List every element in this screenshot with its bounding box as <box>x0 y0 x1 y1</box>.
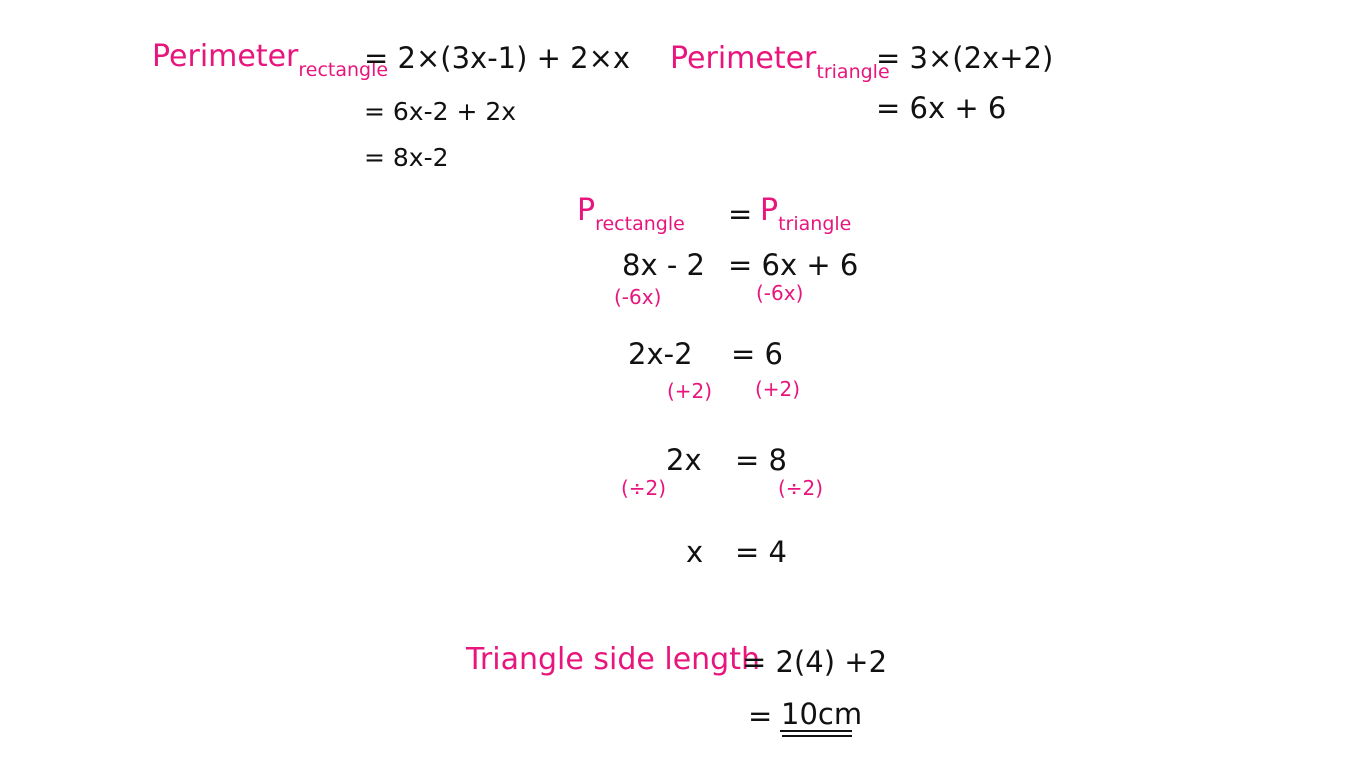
rect-perimeter-line-2: = 6x-2 + 2x <box>364 97 517 126</box>
step1-rhs: = 6x + 6 <box>728 248 859 282</box>
equation-rhs-label: $P_{triangle}$ <box>760 193 852 235</box>
step2-op-right: (+2) <box>755 377 801 401</box>
rect-perimeter-line-3: = 8x-2 <box>364 143 449 172</box>
answer-label: Triangle side length <box>466 642 760 677</box>
step3-op-right: (÷2) <box>778 476 824 500</box>
rect-perimeter-label: Perimeter$_{rectangle}$ <box>152 39 389 81</box>
equation-equals: = <box>728 197 753 231</box>
step2-rhs: = 6 <box>731 337 783 371</box>
step1-lhs: 8x - 2 <box>622 248 705 282</box>
step3-lhs: 2x <box>666 443 702 477</box>
step4-rhs: = 4 <box>735 535 787 569</box>
step1-op-right: (-6x) <box>756 281 804 305</box>
step2-op-left: (+2) <box>667 379 713 403</box>
tri-perimeter-label: Perimeter$_{triangle}$ <box>670 41 890 83</box>
step4-lhs: x <box>686 535 704 569</box>
rect-perimeter-line-1: = 2×(3x-1) + 2×x <box>364 41 631 75</box>
answer-line-1: = 2(4) +2 <box>742 645 888 679</box>
answer-result: 10cm <box>781 697 863 731</box>
answer-underline-2 <box>782 735 852 737</box>
tri-perimeter-line-2: = 6x + 6 <box>876 91 1007 125</box>
step3-rhs: = 8 <box>735 443 787 477</box>
equation-lhs-label: $P_{rectangle}$ <box>577 193 685 235</box>
tri-perimeter-line-1: = 3×(2x+2) <box>876 41 1054 75</box>
answer-equals: = <box>748 699 773 733</box>
step1-op-left: (-6x) <box>614 285 662 309</box>
step3-op-left: (÷2) <box>621 476 667 500</box>
answer-underline-1 <box>780 730 852 732</box>
step2-lhs: 2x-2 <box>628 337 693 371</box>
